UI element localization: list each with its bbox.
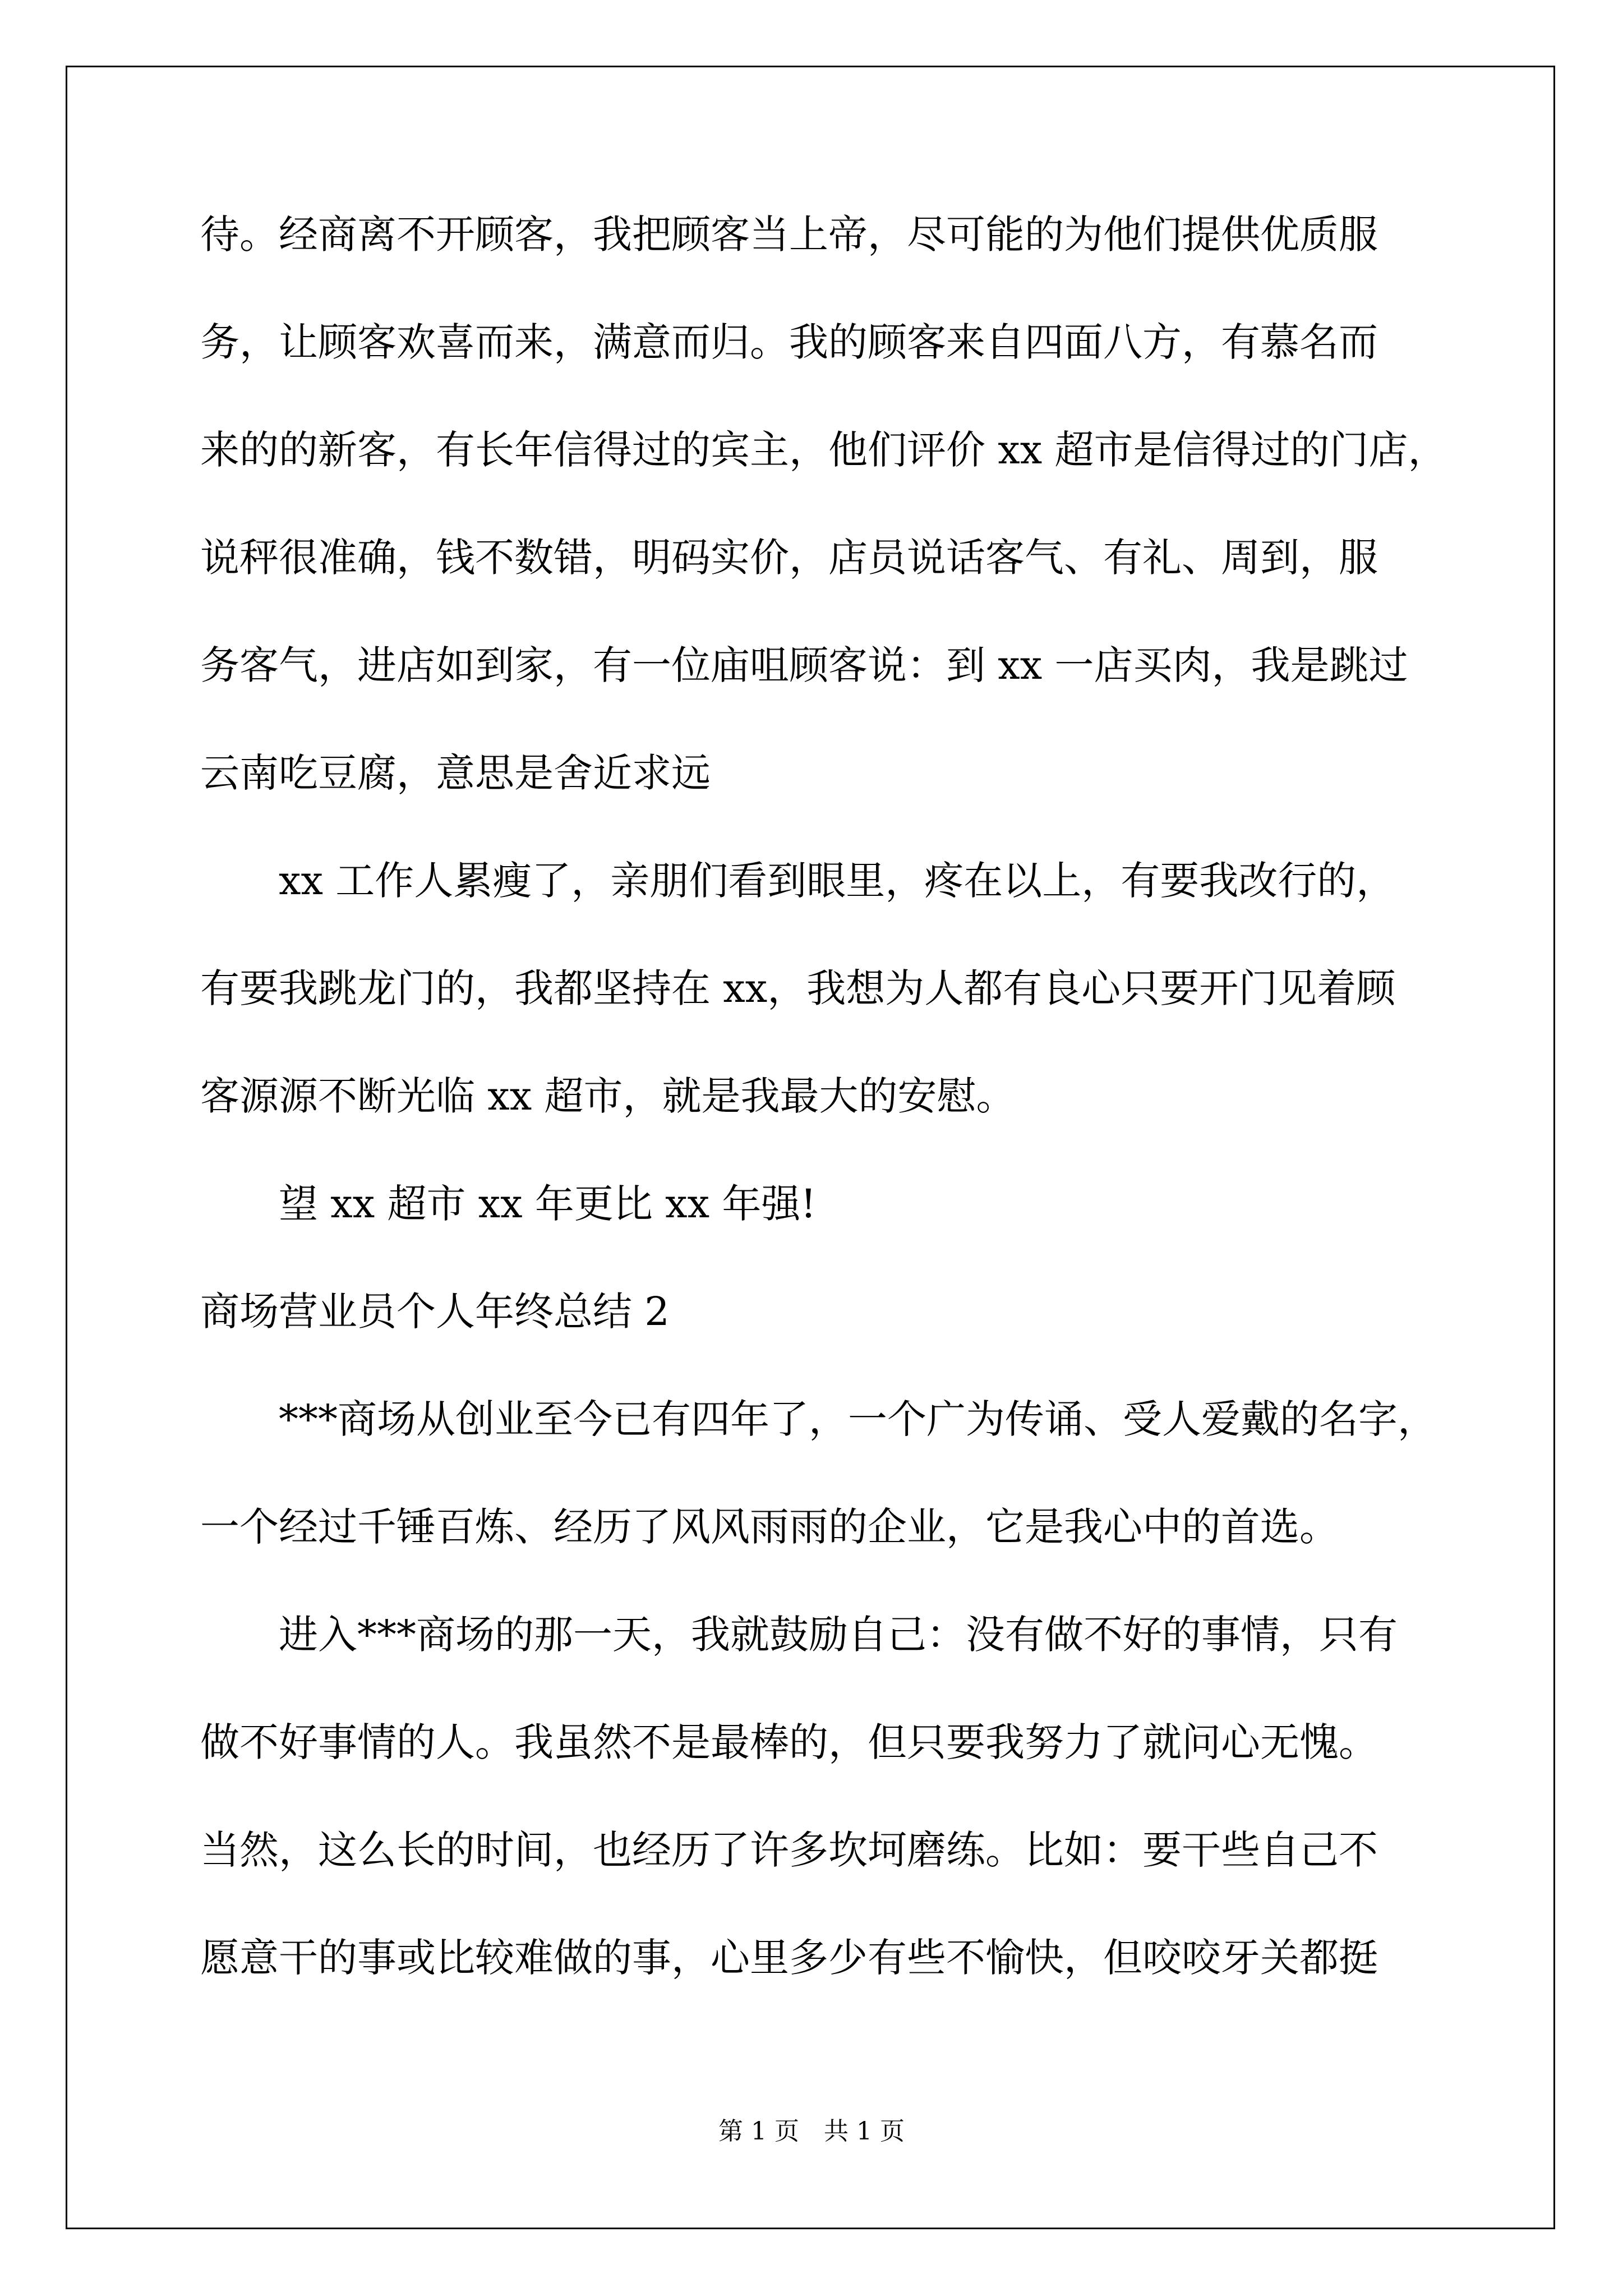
paragraph-line: 客源源不断光临 xx 超市，就是我最大的安慰。 xyxy=(200,1073,1016,1119)
paragraph-line: 来的的新客，有长年信得过的宾主，他们评价 xx 超市是信得过的门店， xyxy=(200,427,1447,473)
paragraph-line: 进入***商场的那一天，我就鼓励自己：没有做不好的事情，只有 xyxy=(279,1612,1398,1658)
section-heading: 商场营业员个人年终总结 2 xyxy=(200,1289,670,1335)
paragraph-line: ***商场从创业至今已有四年了，一个广为传诵、受人爱戴的名字， xyxy=(279,1396,1437,1442)
paragraph-line: 说秤很准确，钱不数错，明码实价，店员说话客气、有礼、周到，服 xyxy=(200,535,1378,581)
page-border xyxy=(66,66,1555,2229)
paragraph-line: 望 xx 超市 xx 年更比 xx 年强! xyxy=(279,1181,817,1227)
paragraph-line: 务，让顾客欢喜而来，满意而归。我的顾客来自四面八方，有慕名而 xyxy=(200,319,1378,365)
paragraph-line: 做不好事情的人。我虽然不是最棒的，但只要我努力了就问心无愧。 xyxy=(200,1719,1378,1765)
paragraph-line: 待。经商离不开顾客，我把顾客当上帝，尽可能的为他们提供优质服 xyxy=(200,211,1378,257)
paragraph-line: 务客气，进店如到家，有一位庙咀顾客说：到 xx 一店买肉，我是跳过 xyxy=(200,642,1408,688)
paragraph-line: 有要我跳龙门的，我都坚持在 xx，我想为人都有良心只要开门见着顾 xyxy=(200,965,1396,1011)
paragraph-line: 当然，这么长的时间，也经历了许多坎坷磨练。比如：要干些自己不 xyxy=(200,1827,1378,1873)
paragraph-line: 一个经过千锤百炼、经历了风风雨雨的企业，它是我心中的首选。 xyxy=(200,1504,1339,1550)
page-number-footer: 第 1 页 共 1 页 xyxy=(718,2117,905,2146)
paragraph-line: 云南吃豆腐，意思是舍近求远 xyxy=(200,750,711,796)
paragraph-line: xx 工作人累瘦了，亲朋们看到眼里，疼在以上，有要我改行的， xyxy=(279,858,1396,904)
paragraph-line: 愿意干的事或比较难做的事，心里多少有些不愉快，但咬咬牙关都挺 xyxy=(200,1935,1378,1981)
